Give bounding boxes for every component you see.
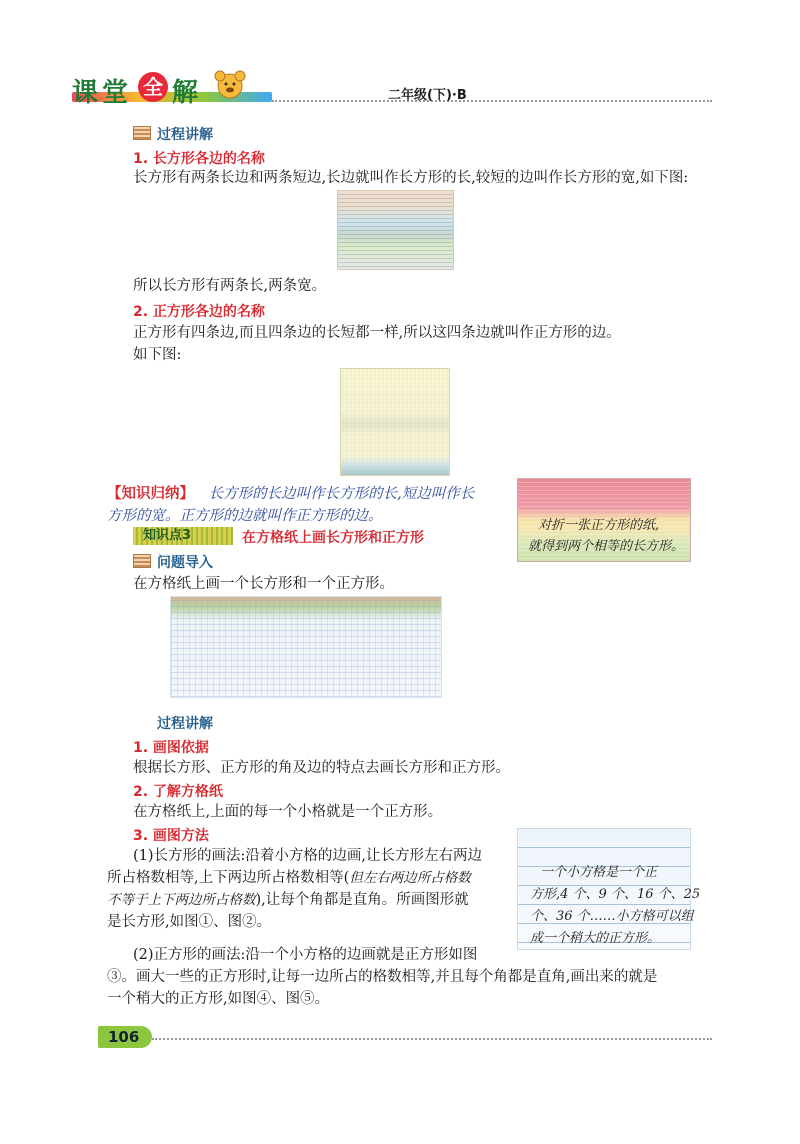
- paragraph: 长方形有两条长边和两条短边,长边就叫作长方形的长,较短的边叫作长方形的宽,如下图:: [133, 170, 689, 186]
- callout-grid-squares: [517, 828, 701, 950]
- section-icon: [133, 126, 151, 140]
- paragraph: [107, 890, 469, 910]
- callout-fold-square: [517, 478, 691, 562]
- summary-label: 【知识归纳】: [107, 486, 194, 502]
- summary-line: 方形的宽。正方形的边就叫作正方形的边。: [107, 508, 383, 524]
- paragraph: 在方格纸上画一个长方形和一个正方形。: [133, 576, 394, 592]
- rectangle-figure: [337, 190, 454, 270]
- callout-line: 成一个稍大的正方形。: [530, 931, 661, 946]
- paragraph: 如下图:: [133, 347, 182, 363]
- header-dotted-rule: [272, 100, 712, 102]
- grid-paper-figure: [170, 596, 442, 698]
- section-title-process: [133, 124, 213, 144]
- section-title-text: 过程讲解: [157, 716, 213, 732]
- grade-label: 二年级(下)·B: [388, 88, 467, 103]
- text-span: 所占格数相等,上下两边所占格数相等(: [107, 870, 350, 886]
- item-title-method: 3. 画图方法: [133, 828, 209, 844]
- section-title-problem: [133, 552, 213, 572]
- paragraph: 是长方形,如图①、图②。: [107, 914, 272, 930]
- footer-dotted-rule: [152, 1038, 712, 1040]
- paragraph: (1)长方形的画法:沿着小方格的边画,让长方形左右两边: [133, 848, 483, 864]
- paragraph: (2)正方形的画法:沿一个小方格的边画就是正方形如图: [133, 947, 478, 963]
- callout-line: 对折一张正方形的纸,: [538, 518, 660, 533]
- bear-mascot-icon: [210, 68, 250, 102]
- text-span: ),让每个角都是直角。所画图形就: [255, 892, 469, 908]
- knowledge-summary: [107, 483, 507, 527]
- header-logo: [72, 72, 272, 106]
- item-title-rect-sides: 1. 长方形各边的名称: [133, 151, 265, 167]
- callout-line: 一个小方格是一个正: [540, 865, 658, 880]
- paragraph: 正方形有四条边,而且四条边的长短都一样,所以这四条边就叫作正方形的边。: [133, 325, 621, 341]
- paragraph: ③。画大一些的正方形时,让每一边所占的格数相等,并且每个角都是直角,画出来的就是: [107, 969, 658, 985]
- callout-line: 就得到两个相等的长方形。: [528, 539, 685, 554]
- paragraph: 所以长方形有两条长,两条宽。: [133, 278, 327, 294]
- callout-line: 个、36 个……小方格可以组: [530, 909, 694, 924]
- paragraph: 一个稍大的正方形,如图④、图⑤。: [107, 991, 330, 1007]
- section-title-process: [133, 713, 213, 733]
- square-figure: [340, 368, 450, 476]
- brand-char-jie: 解: [172, 78, 199, 108]
- section-icon: [133, 715, 151, 729]
- item-title-square-sides: 2. 正方形各边的名称: [133, 304, 265, 320]
- section-icon: [133, 554, 151, 568]
- brand-char-quan: 全: [138, 72, 168, 102]
- page-number-badge: [98, 1026, 152, 1048]
- text-span-italic: 但左右两边所占格数: [349, 870, 471, 886]
- item-title-grid-paper: 2. 了解方格纸: [133, 784, 223, 800]
- paragraph: 根据长方形、正方形的角及边的特点去画长方形和正方形。: [133, 760, 510, 776]
- summary-line: 长方形的长边叫作长方形的长,短边叫作长: [208, 486, 475, 502]
- item-title-basis: 1. 画图依据: [133, 740, 209, 756]
- paragraph: [107, 868, 471, 888]
- knowledge-point-badge: 知识点3: [133, 527, 233, 545]
- text-span-italic: 不等于上下两边所占格数: [107, 892, 256, 908]
- brand-char-tang: 堂: [102, 78, 129, 108]
- callout-line: 方形,4 个、9 个、16 个、25: [530, 887, 701, 902]
- section-title-text: 问题导入: [157, 555, 213, 571]
- section-title-text: 过程讲解: [157, 127, 213, 143]
- page-number: 106: [108, 1028, 140, 1046]
- brand-char-ke: 课: [72, 78, 99, 108]
- paragraph: 在方格纸上,上面的每一个小格就是一个正方形。: [133, 804, 443, 820]
- knowledge-point-title: 在方格纸上画长方形和正方形: [242, 530, 424, 546]
